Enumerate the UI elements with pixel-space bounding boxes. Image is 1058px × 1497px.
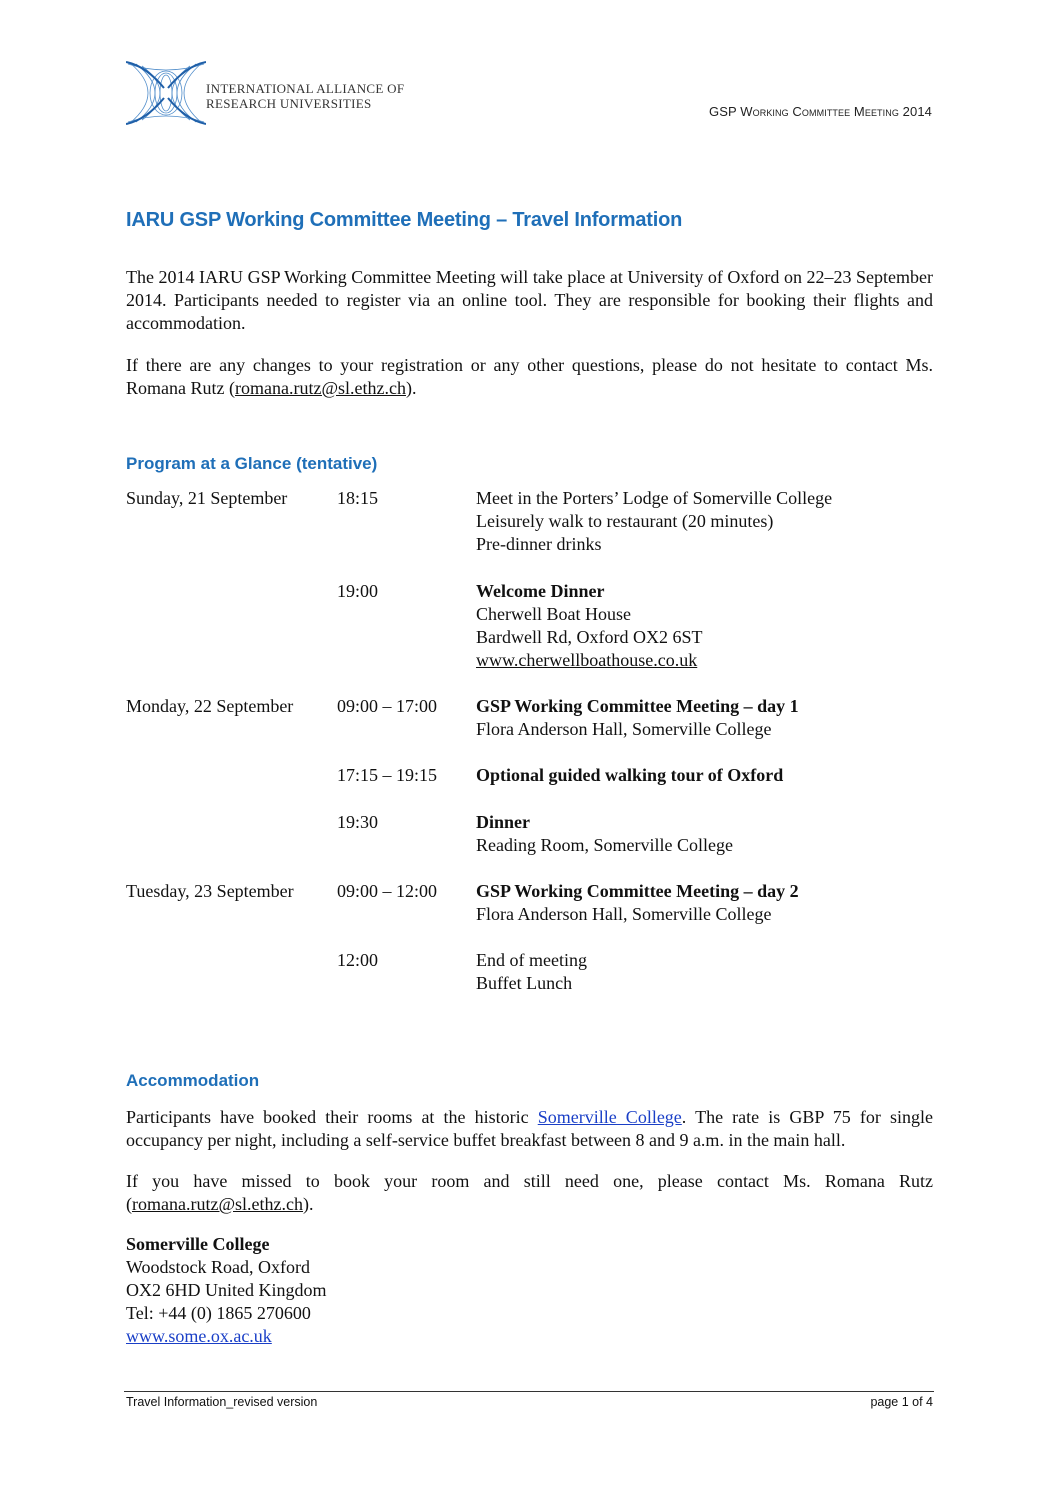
page-title: IARU GSP Working Committee Meeting – Travel Information [126,209,683,231]
program-line: Buffet Lunch [476,973,573,993]
accommodation-text-2: If you have missed to book your room and still need one, please contact Ms. Romana Rutz ( [126,1171,933,1214]
accommodation-paragraph-1 [126,1106,933,1152]
program-heading: Program at a Glance (tentative) [126,454,378,473]
somerville-college-link[interactable]: Somerville College [537,1107,682,1127]
iaru-logo-mark-icon [126,58,206,128]
program-time: 18:15 [337,488,379,508]
intro-text-1: The 2014 IARU GSP Working Committee Meeting will take place at University of Oxford on 22–23 September 2014. Participants needed to register via an online tool. They are responsible for booking their flights and accommodation. [126,267,933,333]
program-description [476,764,783,787]
program-line: Pre-dinner drinks [476,534,602,554]
program-day: Monday, 22 September [126,696,294,716]
address-name: Somerville College [126,1234,270,1254]
program-description [476,487,832,556]
accommodation-text-1-end: . The rate is GBP 75 for single occupancy per night, including a self-service buffet breakfast between 8 and 9 a.m. in the main hall. [126,1107,933,1150]
program-time: 19:00 [337,581,379,601]
accommodation-text-1: Participants have booked their rooms at the historic [126,1107,538,1127]
program-event-title: Dinner [476,812,530,832]
logo-line-2: RESEARCH UNIVERSITIES [206,96,372,111]
accommodation-text-2-end: ). [303,1194,314,1214]
accommodation-paragraph-2 [126,1170,933,1216]
program-description [476,880,799,926]
program-description [476,695,799,741]
program-line: Cherwell Boat House [476,604,631,624]
contact-email-link[interactable]: romana.rutz@sl.ethz.ch [234,378,406,398]
contact-email-link-2[interactable]: romana.rutz@sl.ethz.ch [132,1194,304,1214]
college-address [126,1233,327,1348]
intro-text-2-end: ). [406,378,417,398]
intro-paragraph-1 [126,266,933,335]
footer-divider [124,1391,934,1392]
program-day: Sunday, 21 September [126,488,288,508]
accommodation-heading: Accommodation [126,1071,260,1090]
address-postcode: OX2 6HD United Kingdom [126,1280,327,1300]
intro-paragraph-2 [126,354,933,400]
program-event-title: GSP Working Committee Meeting – day 1 [476,696,799,716]
program-line: Bardwell Rd, Oxford OX2 6ST [476,627,703,647]
program-time: 09:00 – 17:00 [337,696,438,716]
address-tel: Tel: +44 (0) 1865 270600 [126,1303,311,1323]
intro-text-2: If there are any changes to your registration or any other questions, please do not hesitate to contact Ms. Romana Rutz ( [126,355,933,398]
program-day: Tuesday, 23 September [126,881,294,901]
address-street: Woodstock Road, Oxford [126,1257,311,1277]
program-line: End of meeting [476,950,587,970]
program-event-title: Welcome Dinner [476,581,605,601]
program-time: 19:30 [337,812,379,832]
logo-text [206,81,404,111]
program-line: Leisurely walk to restaurant (20 minutes) [476,511,774,531]
program-description [476,580,702,672]
cherwell-website-link[interactable]: www.cherwellboathouse.co.uk [476,650,698,670]
logo-line-1: INTERNATIONAL ALLIANCE OF [206,81,405,96]
footer-document-name: Travel Information_revised version [126,1395,318,1409]
program-line: Reading Room, Somerville College [476,835,733,855]
running-header: GSP Working Committee Meeting 2014 [709,104,932,119]
program-description [476,811,733,857]
program-line: Flora Anderson Hall, Somerville College [476,904,772,924]
program-description [476,949,587,995]
program-line: Meet in the Porters’ Lodge of Somerville College [476,488,833,508]
footer-page-number: page 1 of 4 [870,1395,933,1409]
program-event-title: GSP Working Committee Meeting – day 2 [476,881,799,901]
program-time: 09:00 – 12:00 [337,881,438,901]
program-event-title: Optional guided walking tour of Oxford [476,765,784,785]
college-website-link[interactable]: www.some.ox.ac.uk [126,1326,272,1346]
iaru-logo [126,58,426,128]
program-time: 12:00 [337,950,379,970]
program-line: Flora Anderson Hall, Somerville College [476,719,772,739]
program-time: 17:15 – 19:15 [337,765,438,785]
